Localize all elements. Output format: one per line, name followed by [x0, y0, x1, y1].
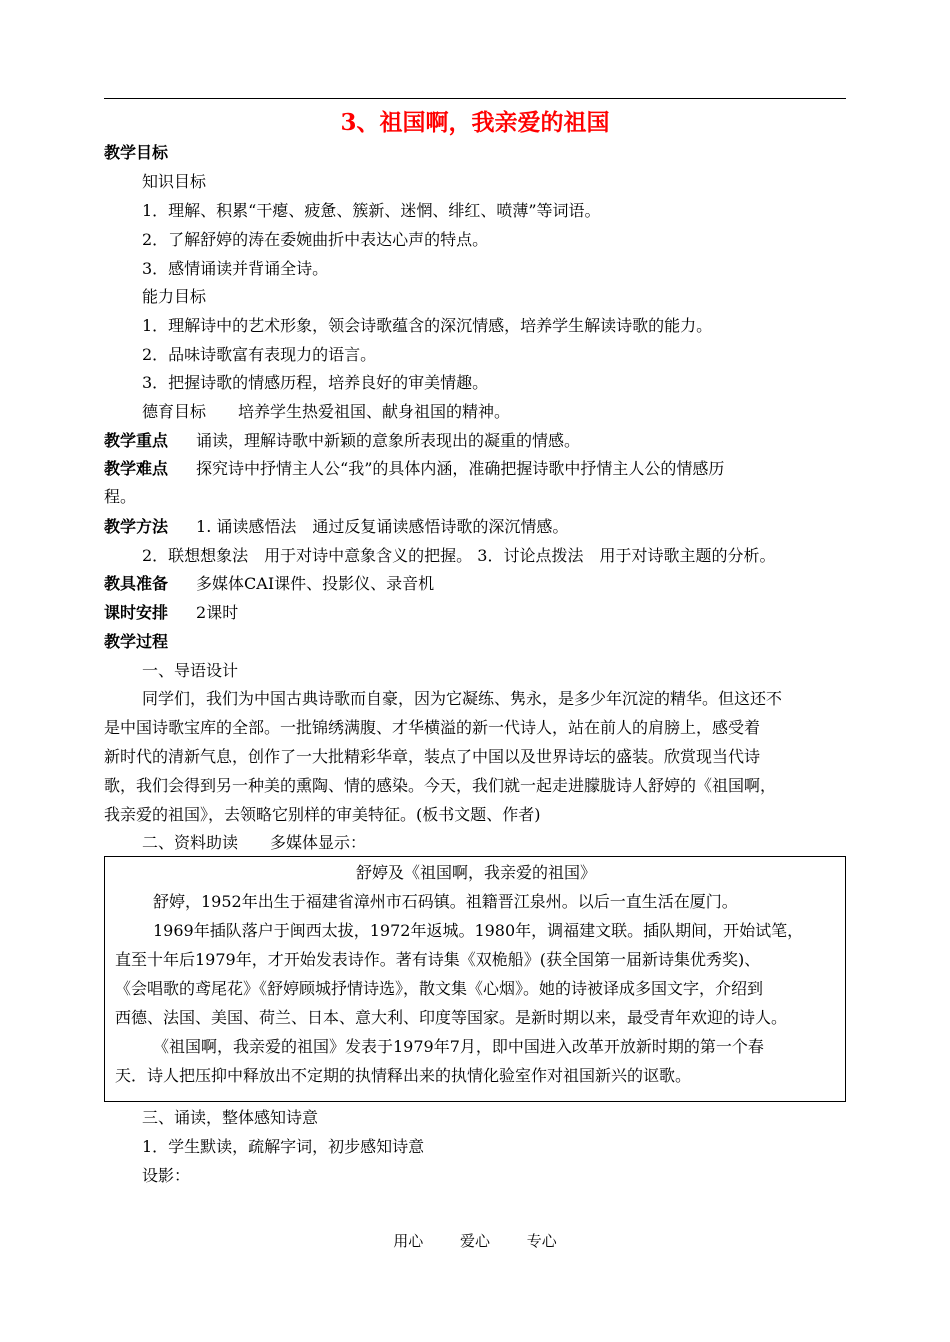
methods-text-1: 1. 诵读感悟法 通过反复诵读感悟诗歌的深沉情感。 — [196, 517, 569, 536]
footer-word-1: 用心 — [393, 1232, 424, 1250]
section1-title: 一、导语设计 — [142, 661, 239, 680]
knowledge-label: 知识目标 — [142, 172, 207, 191]
knowledge-item-3: 3．感情诵读并背诵全诗。 — [142, 259, 329, 278]
difficulties-text-1: 探究诗中抒情主人公“我”的具体内涵，准确把握诗歌中抒情主人公的情感历 — [196, 459, 725, 478]
footer — [0, 1229, 950, 1253]
info-box-line-4: 《会唱歌的鸢尾花》《舒婷顾城抒情诗选》，散文集《心烟》。她的诗被译成多国文字，介绍到 — [115, 979, 764, 998]
section1-line-2: 是中国诗歌宝库的全部。一批锦绣满腹、才华横溢的新一代诗人，站在前人的肩膀上，感受着 — [104, 718, 761, 737]
footer-word-3: 专心 — [526, 1232, 557, 1250]
section2-note: 多媒体显示： — [270, 833, 367, 852]
ability-item-1: 1．理解诗中的艺术形象，领会诗歌蕴含的深沉情感，培养学生解读诗歌的能力。 — [142, 316, 713, 335]
equipment — [104, 569, 846, 598]
top-rule — [104, 98, 846, 99]
key-points — [104, 426, 846, 455]
section2-heading — [104, 828, 846, 857]
key-points-label: 教学重点 — [104, 431, 169, 450]
difficulties-label: 教学难点 — [104, 459, 169, 478]
methods-text-2: 2．联想想象法 用于对诗中意象含义的把握。 3．讨论点拨法 用于对诗歌主题的分析。 — [142, 546, 776, 565]
methods — [104, 512, 846, 541]
page-title: 3、祖国啊，我亲爱的祖国 — [340, 109, 610, 136]
section1-line-4: 歌，我们会得到另一种美的熏陶、情的感染。今天，我们就一起走进朦胧诗人舒婷的《祖国啊， — [104, 776, 777, 795]
knowledge-item-2: 2．了解舒婷的涛在委婉曲折中表达心声的特点。 — [142, 230, 489, 249]
equipment-text: 多媒体CAI课件、投影仪、录音机 — [196, 574, 435, 593]
section1-line-3: 新时代的清新气息，创作了一大批精彩华章，装点了中国以及世界诗坛的盛装。欣赏现当代诗 — [104, 747, 761, 766]
section1-line-5: 我亲爱的祖国》，去领略它别样的审美特征。(板书文题、作者) — [104, 805, 541, 824]
schedule-text: 2课时 — [196, 603, 239, 622]
info-box-line-1: 舒婷，1952年出生于福建省漳州市石码镇。祖籍晋江泉州。以后一直生活在厦门。 — [153, 892, 738, 911]
info-box-title: 舒婷及《祖国啊，我亲爱的祖国》 — [355, 863, 596, 882]
moral-objective — [104, 397, 846, 426]
equipment-label: 教具准备 — [104, 574, 169, 593]
difficulties-text-2: 程。 — [104, 487, 137, 506]
section3-item-2: 设影： — [142, 1166, 191, 1185]
info-box-line-5: 西德、法国、美国、荷兰、日本、意大利、印度等国家。是新时期以来，最受青年欢迎的诗人。 — [115, 1008, 788, 1027]
info-box-line-3: 直至十年后1979年，才开始发表诗作。著有诗集《双桅船》(获全国第一届新诗集优秀奖)、 — [115, 950, 761, 969]
ability-label: 能力目标 — [142, 287, 207, 306]
section3-title: 三、诵读，整体感知诗意 — [142, 1108, 319, 1127]
info-box-line-6: 《祖国啊，我亲爱的祖国》发表于1979年7月，即中国进入改革开放新时期的第一个春 — [153, 1037, 764, 1056]
moral-text: 培养学生热爱祖国、献身祖国的精神。 — [238, 402, 511, 421]
footer-word-2: 爱心 — [459, 1232, 490, 1250]
section3-item-1: 1．学生默读，疏解字词，初步感知诗意 — [142, 1137, 425, 1156]
ability-item-3: 3．把握诗歌的情感历程，培养良好的审美情趣。 — [142, 373, 489, 392]
section2-title: 二、资料助读 — [142, 833, 239, 852]
difficulties — [104, 454, 846, 483]
methods-label: 教学方法 — [104, 517, 169, 536]
key-points-text: 诵读，理解诗歌中新颖的意象所表现出的凝重的情感。 — [196, 431, 581, 450]
section1-line-1: 同学们，我们为中国古典诗歌而自豪，因为它凝练、隽永，是多少年沉淀的精华。但这还不 — [142, 689, 783, 708]
info-box-line-2: 1969年插队落户于闽西太拔，1972年返城。1980年，调福建文联。插队期间，开始试笔， — [153, 921, 804, 940]
process-heading: 教学过程 — [104, 632, 169, 651]
schedule-label: 课时安排 — [104, 603, 169, 622]
info-box — [104, 856, 846, 1102]
info-box-line-7: 天．诗人把压抑中释放出不定期的执情释出来的执情化验室作对祖国新兴的讴歌。 — [115, 1066, 692, 1085]
objectives-heading: 教学目标 — [104, 143, 169, 162]
moral-label: 德育目标 — [142, 402, 207, 421]
schedule — [104, 598, 846, 627]
knowledge-item-1: 1．理解、积累“干瘪、疲惫、簇新、迷惘、绯红、喷薄”等词语。 — [142, 201, 601, 220]
ability-item-2: 2．品味诗歌富有表现力的语言。 — [142, 345, 377, 364]
